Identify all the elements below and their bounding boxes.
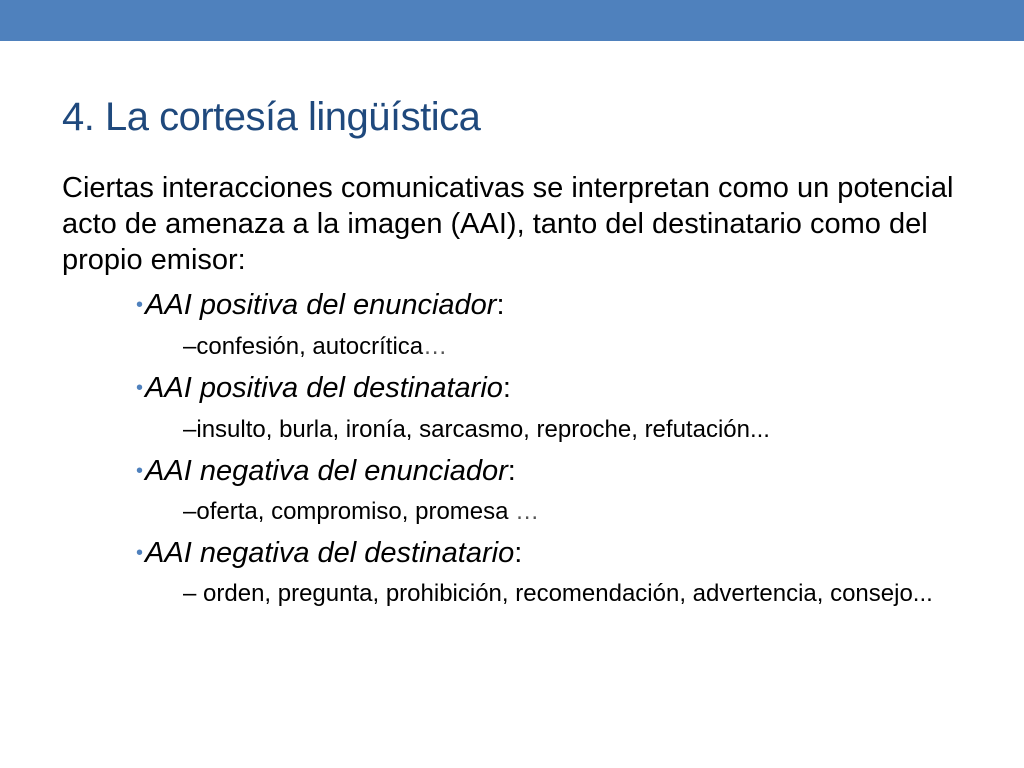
sub-item [183, 495, 539, 528]
sub-text: confesión, autocrítica [196, 333, 424, 360]
bullet-text: AAI negativa del enunciador [145, 455, 508, 487]
bullet-dot-icon: • [136, 542, 144, 564]
sub-text: oferta, compromiso, promesa [196, 498, 516, 525]
bullet-dot-icon: • [136, 460, 144, 482]
sub-text: insulto, burla, ironía, sarcasmo, reproche, refutación... [196, 416, 770, 443]
bullet-text: AAI negativa del destinatario [145, 537, 515, 569]
sub-text: orden, pregunta, prohibición, recomendación, advertencia, consejo... [196, 580, 933, 607]
bullet-colon: : [507, 455, 516, 487]
bullet-item [136, 453, 516, 489]
bullet-colon: : [496, 289, 505, 321]
sub-item [183, 330, 447, 363]
bullet-item [136, 287, 505, 323]
bullet-item [136, 535, 522, 571]
sub-dash: – [183, 580, 197, 607]
slide-title: 4. La cortesía lingüística [62, 95, 481, 139]
bullet-text: AAI positiva del destinatario [145, 372, 503, 404]
bullet-text: AAI positiva del enunciador [145, 289, 497, 321]
bullet-colon: : [502, 372, 511, 404]
sub-dash: – [183, 416, 197, 443]
sub-tail: … [515, 498, 540, 525]
bullet-dot-icon: • [136, 294, 144, 316]
bullet-colon: : [514, 537, 523, 569]
bullet-item [136, 370, 511, 406]
bullet-dot-icon: • [136, 377, 144, 399]
sub-item [183, 577, 963, 610]
sub-tail: … [423, 333, 448, 360]
accent-top-bar [0, 0, 1024, 41]
intro-paragraph: Ciertas interacciones comunicativas se interpretan como un potencial acto de amenaza a la imagen (AAI), tanto del destinatario como del propio emisor: [62, 172, 954, 276]
sub-dash: – [183, 498, 197, 525]
sub-item [183, 413, 770, 446]
sub-dash: – [183, 333, 197, 360]
